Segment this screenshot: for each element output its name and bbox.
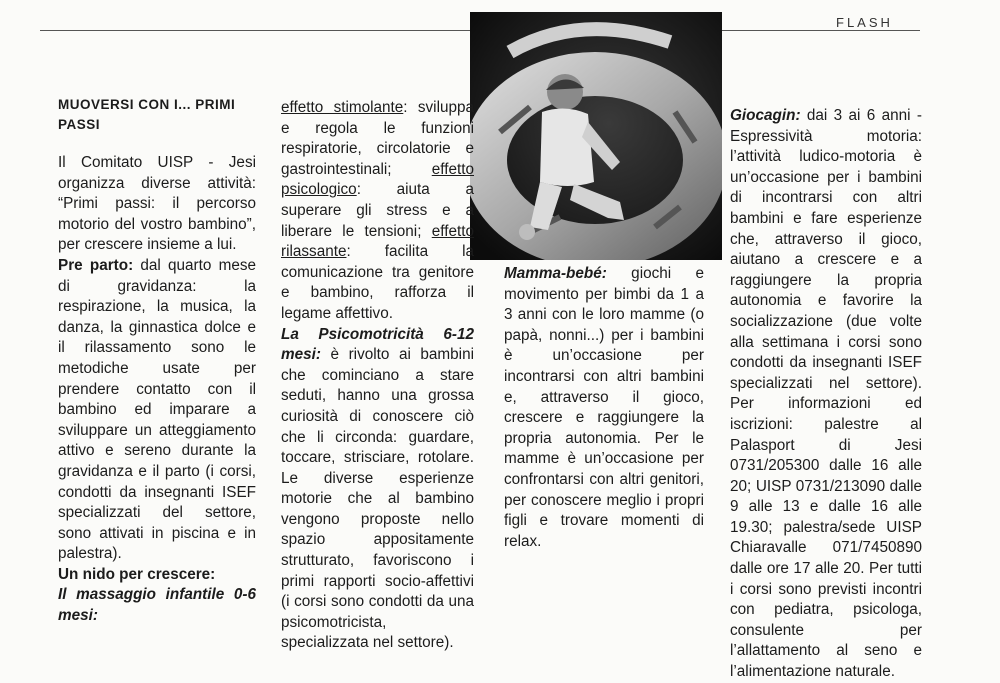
column-1 (58, 95, 256, 627)
section-label: FLASH (836, 15, 893, 30)
psicomotricita-text: è rivolto ai bambini che cominciano a stare seduti, hanno una grossa curiosità di conoscere ciò che li circonda: guardare, toccare, strisciare, rotolare. Le diverse esperienze motorie che al bambino vengono proposte nello spazio appositamente strutturato, favoriscono i primi rapporti socio-affettivi (i corsi sono condotti da una psicomotricista, specializzata nel settore). (281, 346, 474, 652)
preparto-paragraph (58, 256, 256, 565)
effetto-stimolante-text: : sviluppa e regola le funzioni respiratorie, circolatorie e gastrointestinali; (281, 99, 474, 178)
effetto-stimolante-label: effetto stimolante (281, 99, 404, 116)
effetto-rilassante-label: effetto rilassante (281, 222, 474, 261)
effetto-rilassante-text: : facilita la comunicazione tra genitore e bambino, rafforza il legame affettivo. (281, 243, 474, 322)
psicomotricita-paragraph (281, 325, 474, 655)
giocagin-text: dai 3 ai 6 anni - Espressività motoria: l’attività ludico-motoria è un’occasione per i bambini di incontrarsi con altri bambini e fare esperienze che, attraverso il gioco, aiutano a crescere e a raggiungere la propria autonomia e favorire la socializzazione (due volte alla settimana i corsi sono condotti da insegnanti ISEF specializzati nel settore). Per informazioni ed iscrizioni: palestre al Palasport di Jesi 0731/205300 dalle 16 alle 20; UISP 0731/213090 dalle 9 alle 13 e dalle 16 alle 19.30; palestra/sede UISP Chiaravalle 071/7450890 dalle ore 17 alle 20. Per tutti i corsi sono previsti incontri con pediatra, psicologa, consulente per l’allattamento al seno e l’alimentazione naturale. (730, 107, 922, 681)
mamma-bebe-label: Mamma-bebé: (504, 265, 607, 282)
article-title: MUOVERSI CON I... PRIMI PASSI (58, 97, 236, 132)
preparto-label: Pre parto: (58, 256, 134, 274)
child-in-inflatable-ring-photo (470, 12, 722, 260)
effetto-psicologico-text: : aiuta a superare gli stress e a liberare le tensioni; (281, 181, 474, 240)
massaggio-paragraph (281, 98, 474, 325)
column-4 (730, 106, 922, 683)
nido-heading: Un nido per crescere: (58, 565, 216, 583)
mamma-bebe-text: giochi e movimento per bimbi da 1 a 3 anni con le loro mamme (o papà, nonni...) per i bambini è un’occasione per incontrarsi con altri bambini e, attraverso il gioco, crescere e raggiungere la propria autonomia. Per le mamme è un’occasione per confrontarsi con altri genitori, per conoscere meglio i propri figli e trovare momenti di relax. (504, 265, 704, 550)
article-photo (470, 12, 722, 260)
giocagin-label: Giocagin: (730, 107, 801, 124)
preparto-text: dal quarto mese di gravidanza: la respirazione, la musica, la danza, la ginnastica dolce e il rilassamento sono le metodiche usate per prendere contatto con il bambino ed imparare a sviluppare un atteggiamento attivo e sereno durante la gravidanza e il parto (i corsi, condotti da insegnanti ISEF specializzati del settore, sono attivati in piscina e in palestra). (58, 256, 256, 563)
column-3 (504, 264, 704, 552)
psicomotricita-label: La Psicomotricità 6-12 mesi: (281, 325, 474, 364)
massaggio-label: Il massaggio infantile 0-6 mesi: (58, 586, 256, 625)
mamma-bebe-paragraph (504, 264, 704, 552)
giocagin-paragraph (730, 106, 922, 683)
effetto-psicologico-label: effetto psicologico (281, 160, 474, 199)
article-intro: Il Comitato UISP - Jesi organizza diverse attività: “Primi passi: il percorso motorio del vostro bambino”, per crescere insieme a lui. (58, 154, 256, 254)
column-2 (281, 98, 474, 654)
